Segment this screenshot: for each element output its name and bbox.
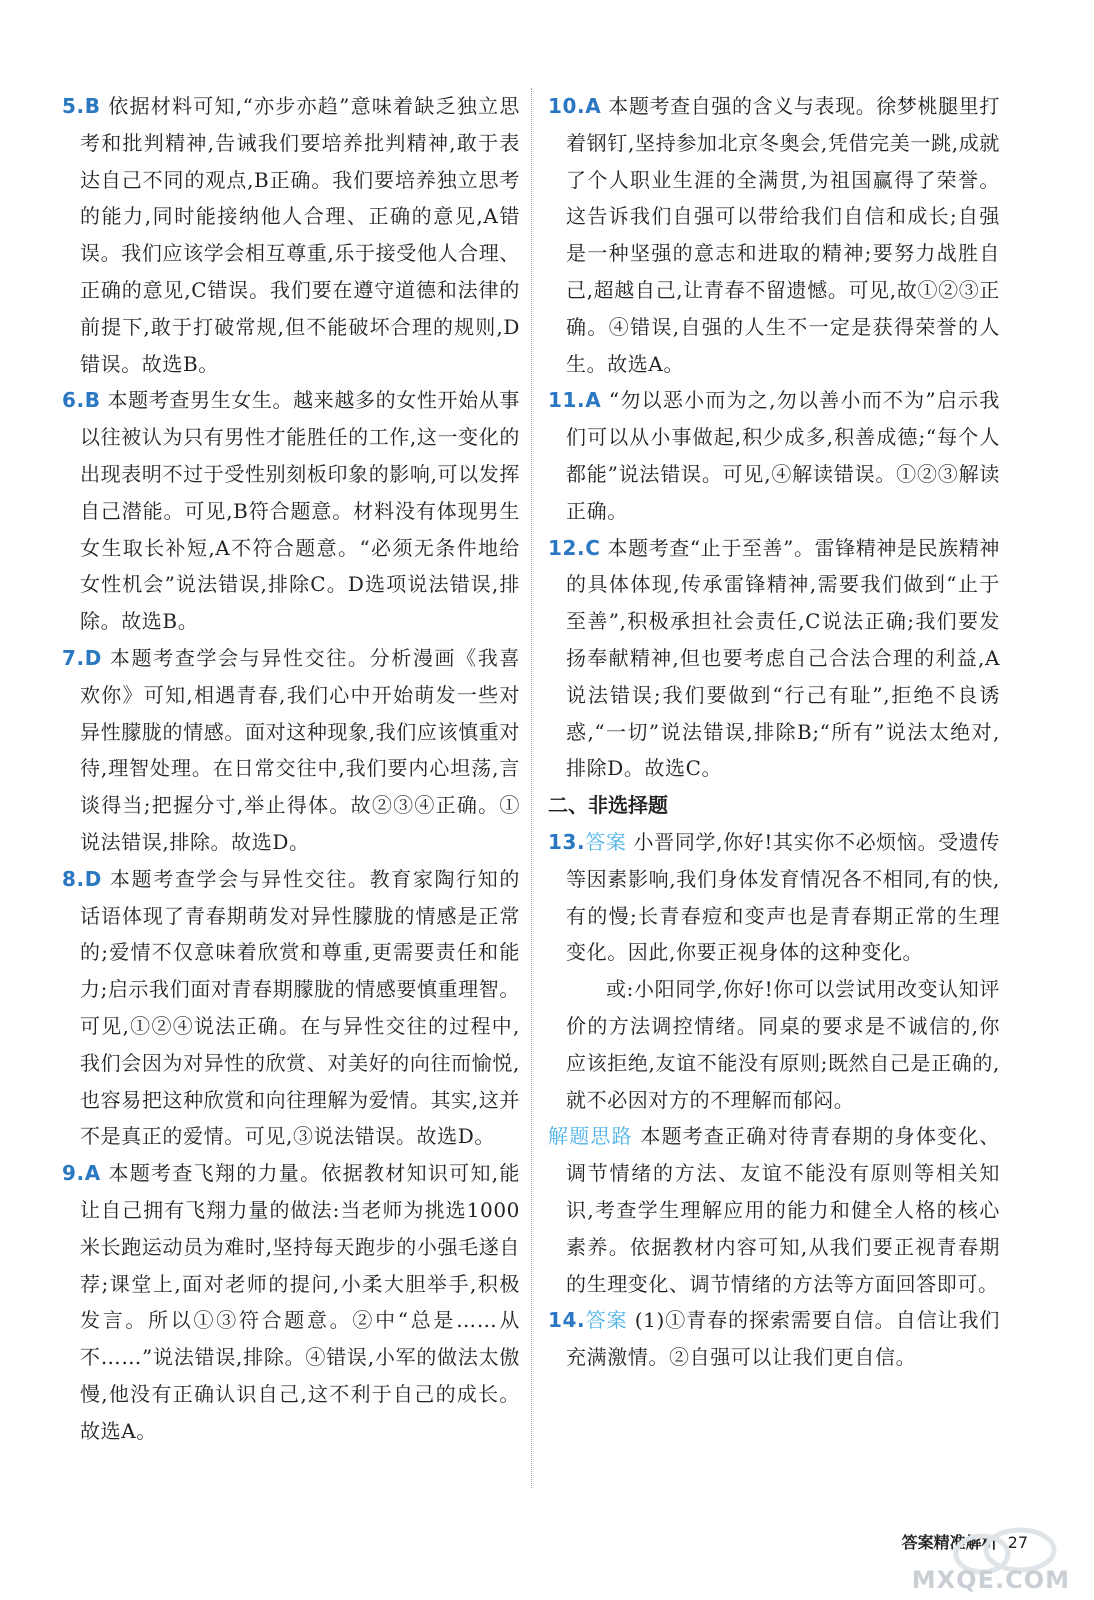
watermark-logo bbox=[911, 1524, 1070, 1594]
answer-text: (1)①青春的探索需要自信。自信让我们充满激情。②自强可以让我们更自信。 bbox=[566, 1308, 1000, 1370]
footer-label: 答案精准解析 bbox=[901, 1533, 998, 1552]
answer-11 bbox=[548, 382, 1000, 529]
answer-text: 依据材料可知,“亦步亦趋”意味着缺乏独立思考和批判精神,告诫我们要培养批判精神,敢于表达自己不同的观点,B正确。我们要培养独立思考的能力,同时能接纳他人合理、正确的意见,A错误。我们应该学会相互尊重,乐于接受他人合理、正确的意见,C错误。我们要在遵守道德和法律的前提下,敢于打破常规,但不能破坏合理的规则,D错误。故选B。 bbox=[80, 94, 521, 376]
answer-text: 本题考查飞翔的力量。依据教材知识可知,能让自己拥有飞翔力量的做法:当老师为挑选1000米长跑运动员为难时,坚持每天跑步的小强毛遂自荐;课堂上,面对老师的提问,小柔大胆举手,积极发言。所以①③符合题意。②中“总是……从不……”说法错误,排除。④错误,小军的做法太傲慢,他没有正确认识自己,这不利于自己的成长。故选A。 bbox=[80, 1161, 520, 1443]
answer-tag: 答案 bbox=[585, 1308, 628, 1333]
solution-text: 本题考查正确对待青春期的身体变化、调节情绪的方法、友谊不能没有原则等相关知识,考查学生理解应用的能力和健全人格的核心素养。依据教材内容可知,从我们要正视青春期的生理变化、调节情绪的方法等方面回答即可。 bbox=[566, 1124, 1001, 1296]
answer-number: 7.D bbox=[62, 645, 102, 670]
answer-text: “勿以恶小而为之,勿以善小而不为”启示我们可以从小事做起,积少成多,积善成德;“每个人都能”说法错误。可见,④解读错误。①②③解读正确。 bbox=[566, 388, 1000, 523]
answer-number: 10.A bbox=[548, 94, 602, 118]
answer-number: 8.D bbox=[62, 866, 102, 891]
answer-6 bbox=[62, 382, 520, 640]
answer-text: 本题考查自强的含义与表现。徐梦桃腿里打着钢钉,坚持参加北京冬奥会,凭借完美一跳,成就了个人职业生涯的全满贯,为祖国赢得了荣誉。这告诉我们自强可以带给我们自信和成长;自强是一种坚强的意志和进取的精神;要努力战胜自己,超越自己,让青春不留遗憾。可见,故①②③正确。④错误,自强的人生不一定是获得荣誉的人生。故选A。 bbox=[566, 94, 1000, 376]
answer-13 bbox=[548, 824, 1000, 971]
answer-10 bbox=[548, 88, 1000, 382]
solution-tip bbox=[548, 1118, 1000, 1302]
left-column bbox=[62, 88, 520, 1449]
answer-number: 6.B bbox=[62, 388, 101, 413]
answer-tag: 答案 bbox=[585, 829, 627, 854]
answer-text: 本题考查“止于至善”。雷锋精神是民族精神的具体体现,传承雷锋精神,需要我们做到“止于至善”,积极承担社会责任,C说法正确;我们要发扬奉献精神,但也要考虑自己合法合理的利益,A说法错误;我们要做到“行己有耻”,拒绝不良诱惑,“一切”说法错误,排除B;“所有”说法太绝对,排除D。故选C。 bbox=[566, 535, 1000, 781]
answer-13-alt: 或:小阳同学,你好!你可以尝试用改变认知评价的方法调控情绪。同桌的要求是不诚信的,你应该拒绝,友谊不能没有原则;既然自己是正确的,就不必因对方的不理解而郁闷。 bbox=[566, 977, 1000, 1112]
answer-number: 11.A bbox=[548, 388, 602, 413]
answer-7 bbox=[62, 640, 520, 861]
answer-number: 9.A bbox=[62, 1161, 101, 1186]
answer-text: 本题考查学会与异性交往。教育家陶行知的话语体现了青春期萌发对异性朦胧的情感是正常的;爱情不仅意味着欣赏和尊重,更需要责任和能力;启示我们面对青春期朦胧的情感要慎重理智。可见,①②④说法正确。在与异性交往的过程中,我们会因为对异性的欣赏、对美好的向往而愉悦,也容易把这种欣赏和向往理解为爱情。其实,这并不是真正的爱情。可见,③说法错误。故选D。 bbox=[80, 866, 520, 1149]
answer-text: 小晋同学,你好!其实你不必烦恼。受遗传等因素影响,我们身体发育情况各不相同,有的快,有的慢;长青春痘和变声也是青春期正常的生理变化。因此,你要正视身体的这种变化。 bbox=[566, 829, 1000, 965]
answer-text: 本题考查男生女生。越来越多的女性开始从事以往被认为只有男性才能胜任的工作,这一变化的出现表明不过于受性别刻板印象的影响,可以发挥自己潜能。可见,B符合题意。材料没有体现男生女生取长补短,A不符合题意。“必须无条件地给女性机会”说法错误,排除C。D选项说法错误,排除。故选B。 bbox=[80, 388, 520, 634]
answer-14 bbox=[548, 1302, 1000, 1376]
answer-8 bbox=[62, 861, 520, 1155]
answer-number: 13. bbox=[548, 829, 586, 854]
page-number: 27 bbox=[1007, 1533, 1028, 1552]
right-column bbox=[548, 88, 1000, 1376]
answer-number: 14. bbox=[548, 1308, 586, 1333]
answer-number: 12.C bbox=[548, 535, 601, 560]
section-title: 二、非选择题 bbox=[548, 793, 668, 818]
solution-tag: 解题思路 bbox=[548, 1124, 633, 1149]
answer-12 bbox=[548, 530, 1000, 788]
answer-5 bbox=[62, 88, 520, 382]
answer-9 bbox=[62, 1155, 520, 1449]
answer-text: 本题考查学会与异性交往。分析漫画《我喜欢你》可知,相遇青春,我们心中开始萌发一些对异性朦胧的情感。面对这种现象,我们应该慎重对待,理智处理。在日常交往中,我们要内心坦荡,言谈得当;把握分寸,举止得体。故②③④正确。①说法错误,排除。故选D。 bbox=[80, 645, 520, 854]
watermark-text: MXQE.COM bbox=[911, 1566, 1070, 1594]
answer-number: 5.B bbox=[62, 94, 101, 118]
column-divider bbox=[531, 88, 532, 1488]
